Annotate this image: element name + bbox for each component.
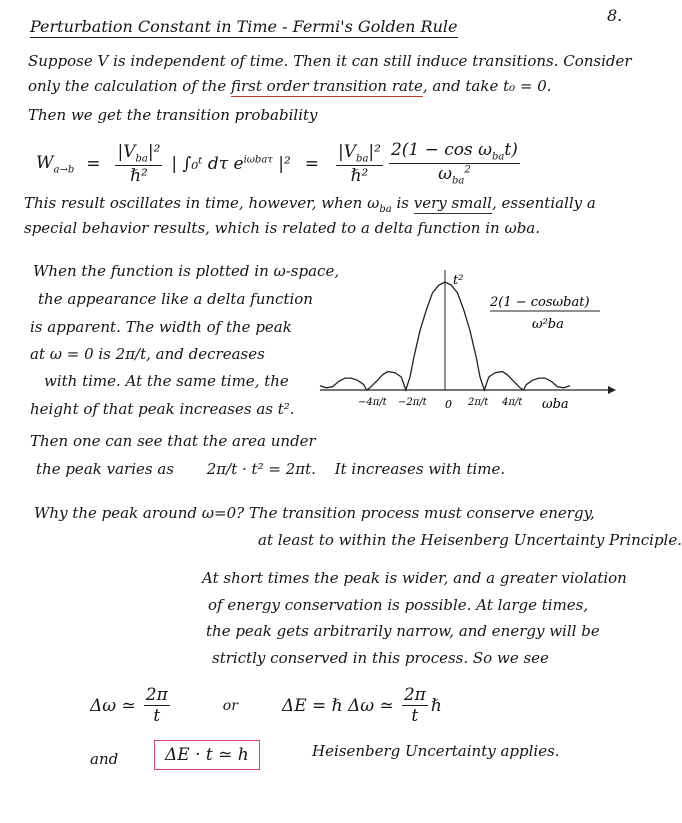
tick-neg-4pi: −4π/t [358,397,387,408]
para5-line3: At short times the peak is wider, and a greater violation [202,569,627,587]
eq1-rhs-frac1: $\frac{|V_{ba}|^2}{\text{ℏ²}}$ [338,141,381,186]
delta-omega: Δω ≃ [90,695,136,716]
eq1-lhs: $W_{a\to b}$ [36,152,75,176]
para3-line5: with time. At the same time, the [44,372,289,390]
eq1-equals-2: = [304,153,320,174]
para1-line2-emph: first order transition rate [230,77,423,95]
eq1-rhs-frac2: $\frac{2(1 - \cos \omega_{ba}t)}{\omega_{ba}^2}$ [390,140,518,187]
function-denominator: ω²ba [532,317,564,332]
para4-line1: Then one can see that the area under [30,432,316,450]
tick-zero: 0 [445,398,452,411]
para1-line2 [28,77,552,95]
hbar-tail: ℏ [430,695,442,716]
para1-line1: Suppose V is independent of time. Then it can still induce transitions. Consider [28,52,632,70]
omega-axis-label: ωba [542,397,569,412]
transition-rate-equation [36,140,523,188]
eq1-equals: = [86,153,101,174]
heisenberg-note: Heisenberg Uncertainty applies. [312,742,560,760]
para1-line2-pre: only the calculation of the [28,77,231,95]
para3-line2: the appearance like a delta function [38,290,313,308]
para3-line3: is apparent. The width of the peak [30,318,292,336]
para1-line2-post: , and take t₀ = 0. [422,77,552,95]
para5-line2: at least to within the Heisenberg Uncertainty Principle. [258,531,682,549]
delta-omega-frac: $\frac{2\pi}{t}$ [145,685,168,727]
page-title: Perturbation Constant in Time - Fermi's Golden Rule [30,17,458,36]
x-axis-arrow-icon [608,386,616,394]
delta-energy-frac: $\frac{2\pi}{t}$ [403,685,426,727]
para5-line1: Why the peak around ω=0? The transition process must conserve energy, [34,504,595,522]
para5-line5: the peak gets arbitrarily narrow, and energy will be [206,622,600,640]
or-label: or [222,697,238,714]
para5-line6: strictly conserved in this process. So we see [212,649,549,667]
eq1-frac: $\frac{|V_{ba}|^2}{\text{ℏ²}}$ [117,141,161,186]
peak-height-label: t² [453,273,464,288]
para1-line3: Then we get the transition probability [28,106,318,124]
function-numerator: 2(1 − cosωbat) [490,295,590,310]
eq1-integral: | ∫₀ᵗ dτ $e^{i\omega ba\tau}$ |² [171,153,291,174]
tick-4pi: 4π/t [502,397,523,408]
para3-line1: When the function is plotted in ω-space, [33,262,340,280]
page-number: 8. [607,6,623,25]
and-label: and [90,750,119,768]
para3-line4: at ω = 0 is 2π/t, and decreases [30,345,265,363]
para3-line6: height of that peak increases as t². [30,400,295,418]
boxed-uncertainty-relation: ΔE · t ≃ h [154,740,260,770]
para2-line2: special behavior results, which is related to a delta function in ωba. [24,219,541,237]
peak-plot [310,262,630,422]
uncertainty-equation [90,685,442,727]
delta-energy: ΔE = ℏ Δω ≃ [281,695,394,716]
para2-line1: This result oscillates in time, however, when $\omega_{ba}$ is very small, essentially a [24,194,596,215]
tick-neg-2pi: −2π/t [398,397,427,408]
tick-2pi: 2π/t [468,397,489,408]
para4-line2: the peak varies as 2π/t · t² = 2πt. It increases with time. [36,460,506,478]
para5-line4: of energy conservation is possible. At large times, [208,596,589,614]
